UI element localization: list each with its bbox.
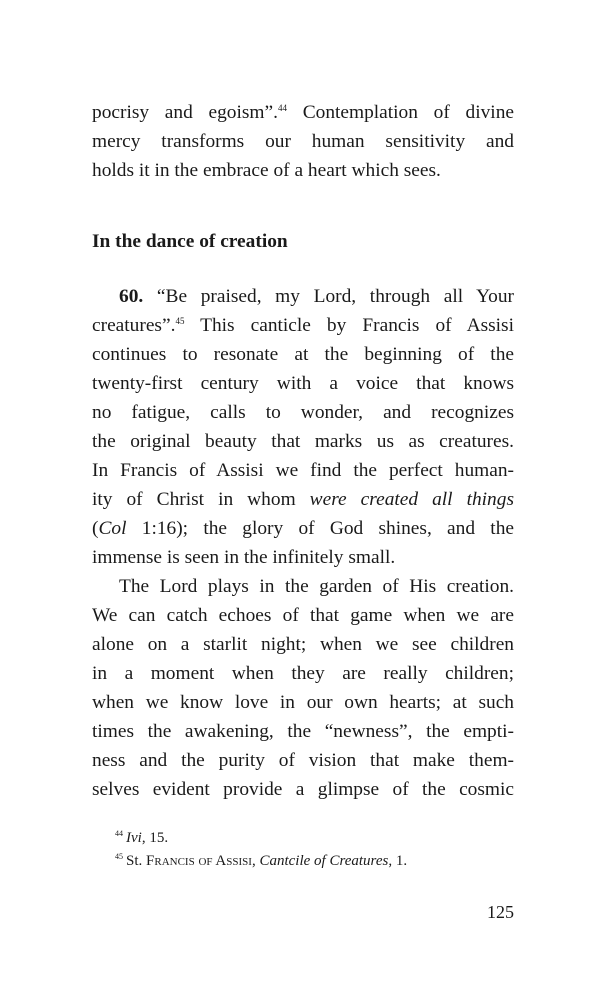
text-line: in a moment when they are really children; [92, 663, 514, 684]
text-line: pocrisy and egoism”.$^{44}$ Contemplation of divine [92, 102, 514, 123]
text-line: ity of Christ in whom were created all things [92, 489, 514, 510]
text-line: continues to resonate at the beginning of the [92, 344, 514, 365]
text-line: no fatigue, calls to wonder, and recognizes [92, 402, 514, 423]
text-line: twenty-first century with a voice that knows [92, 373, 514, 394]
text-line: selves evident provide a glimpse of the cosmic [92, 779, 514, 800]
paragraph-number: 60. [119, 286, 144, 307]
footnotes [115, 827, 407, 873]
text-line: the original beauty that marks us as creatures. [92, 431, 514, 452]
section-heading: In the dance of creation [92, 231, 288, 252]
intro-paragraph [92, 98, 514, 185]
footnote-44: $^{44}$ Ivi, 15. [115, 829, 169, 846]
text-line: 60. “Be praised, my Lord, through all Your [119, 286, 514, 307]
text-line: when we know love in our own hearts; at such [92, 692, 514, 713]
text-line: (Col 1:16); the glory of God shines, and the [92, 518, 514, 539]
text-line: times the awakening, the “newness”, the empti- [92, 721, 514, 742]
text-line: alone on a starlit night; when we see children [92, 634, 514, 655]
body-text [92, 282, 514, 804]
text-line: mercy transforms our human sensitivity and [92, 131, 514, 152]
footnote-ref-44: 44 [277, 103, 287, 113]
page-number: 125 [487, 902, 514, 922]
text-line: creatures”.$^{45}$ This canticle by Francis of Assisi [92, 315, 514, 336]
text-line: immense is seen in the infinitely small. [92, 547, 396, 568]
text-line: ness and the purity of vision that make them- [92, 750, 514, 771]
footnote-ref-45: 45 [175, 316, 185, 326]
text-line: holds it in the embrace of a heart which sees. [92, 160, 441, 181]
text-line: In Francis of Assisi we find the perfect human- [92, 460, 514, 481]
footnote-45: $^{45}$ St. Francis of Assisi, Cantcile of Creatures, 1. [115, 852, 408, 869]
text-line: The Lord plays in the garden of His creation. [119, 576, 514, 597]
text-line: We can catch echoes of that game when we are [92, 605, 514, 626]
